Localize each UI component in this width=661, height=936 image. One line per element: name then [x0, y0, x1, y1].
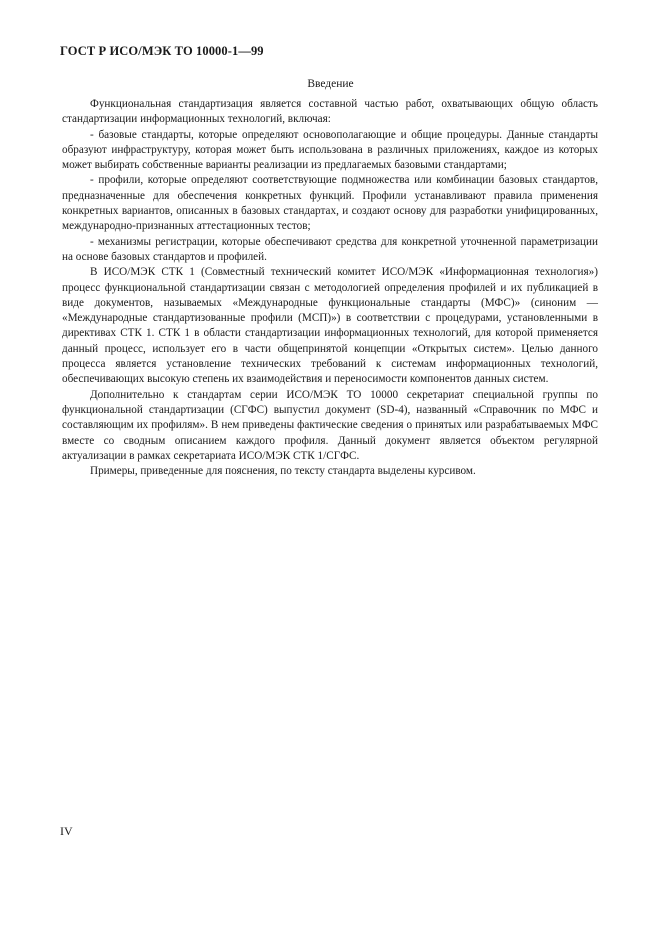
- paragraph: Примеры, приведенные для пояснения, по тексту стандарта выделены курсивом.: [90, 465, 476, 478]
- paragraph: В ИСО/МЭК СТК 1 (Совместный технический комитет ИСО/МЭК «Информационная технология») процесс функциональной стандартизации связан с методологией определения профилей и их публикацией в виде документов, называемых «Международные функциональные стандарты (МФС)» (синоним — «Международные стандартизованные профили (МСП)») в соответствии с процедурами, установленными в директивах СТК 1. СТК 1 в области стандартизации информационных технологий, для которой применяется данный процесс, использует его в части общепринятой концепции «Открытых систем». Целью данного процесса является установление технических требований к системам информационных технологий, обеспечивающих высокую степень их взаимодействия и переносимости компонентов данных систем.: [62, 266, 598, 386]
- section-title: Введение: [307, 78, 354, 90]
- paragraph: Дополнительно к стандартам серии ИСО/МЭК ТО 10000 секретариат специальной группы по функциональной стандартизации (СГФС) выпустил документ (SD-4), названный «Справочник по МФС и составляющим их профилям». В нем приведены фактические сведения о принятых или разрабатываемых МФС вместе со сводным описанием каждого профиля. Данный документ является объектом регулярной актуализации в рамках секретариата ИСО/МЭК СТК 1/СГФС.: [62, 388, 598, 462]
- paragraph: - механизмы регистрации, которые обеспечивают средства для конкретной уточненной параметризации на основе базовых стандартов и профилей.: [62, 235, 598, 263]
- document-code-header: ГОСТ Р ИСО/МЭК ТО 10000-1—99: [60, 44, 264, 58]
- paragraph: - профили, которые определяют соответствующие подмножества или комбинации базовых стандартов, предназначенные для обеспечения конкретных функций. Профили устанавливают правила применения конкретных вариантов, описанных в базовых стандартах, и создают основу для разработки унифицированных, международно-признанных аттестационных тестов;: [62, 174, 598, 233]
- paragraph: - базовые стандарты, которые определяют основополагающие и общие процедуры. Данные стандарты образуют инфраструктуру, которая может быть использована в различных приложениях, каждое из которых может выбирать собственные варианты реализации из предлагаемых базовыми стандартами;: [62, 128, 598, 172]
- page-number: IV: [60, 824, 73, 838]
- paragraph: Функциональная стандартизация является составной частью работ, охватывающих общую область стандартизации информационных технологий, включая:: [62, 98, 598, 126]
- introduction-body: [62, 97, 598, 479]
